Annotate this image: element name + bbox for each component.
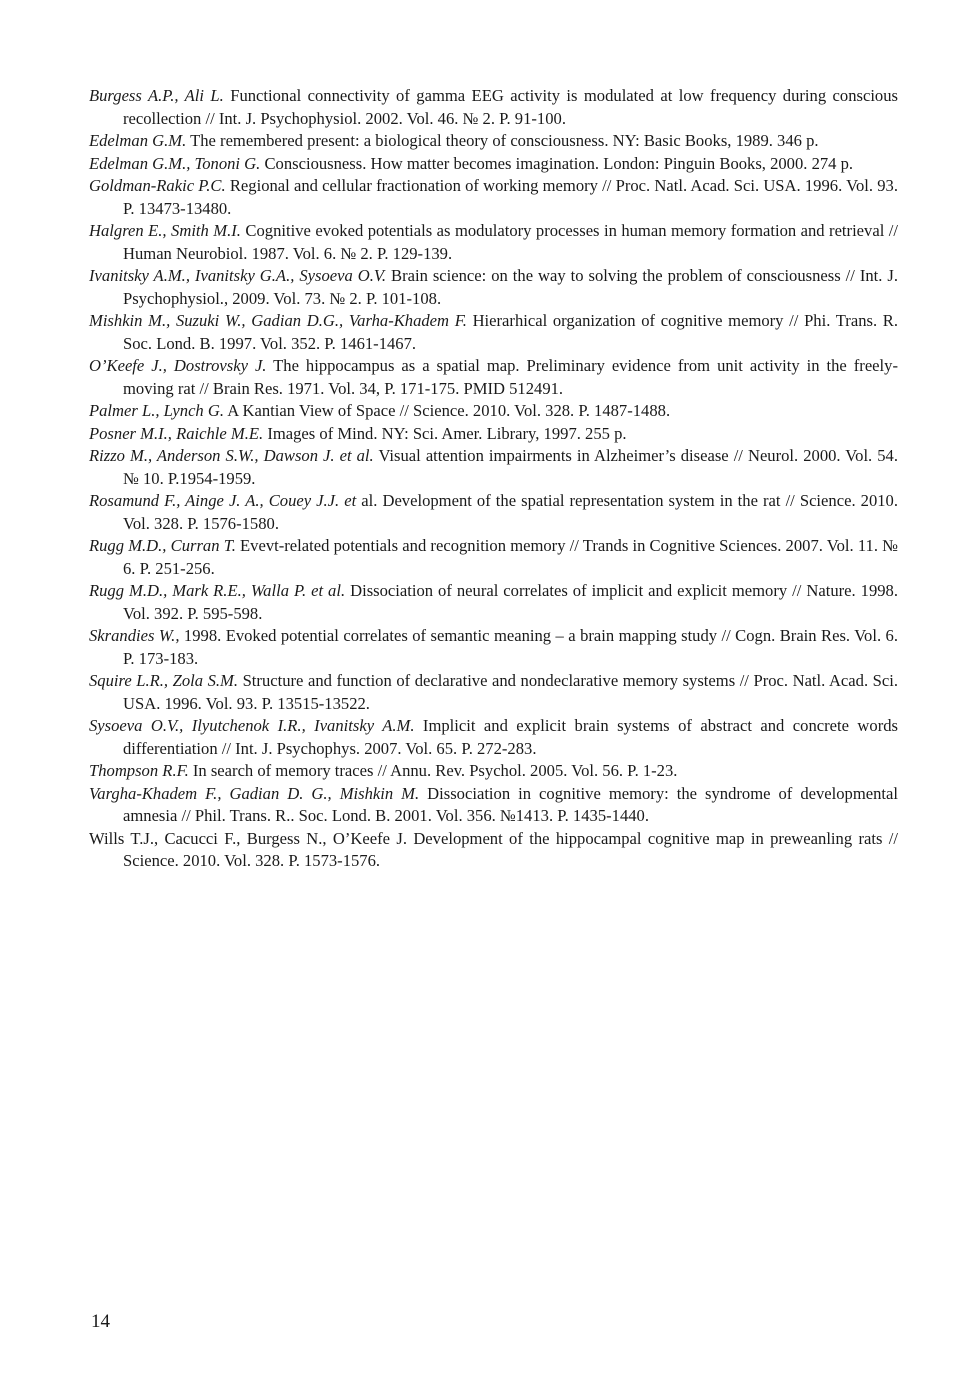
reference-item [89,580,898,625]
reference-details: The remembered present: a biological theory of consciousness. NY: Basic Books, 1989. 346 p. [186,131,819,150]
reference-authors: Rizzo M., Anderson S.W., Dawson J. et al. [89,446,374,465]
reference-authors: Thompson R.F. [89,761,189,780]
reference-details: Cognitive evoked potentials as modulatory processes in human memory formation and retrieval // Human Neurobiol. 1987. Vol. 6. № 2. P. 129-139. [123,221,898,263]
reference-details: In search of memory traces // Annu. Rev. Psychol. 2005. Vol. 56. P. 1-23. [188,761,678,780]
reference-details: Structure and function of declarative and nondeclarative memory systems // Proc. Natl. Acad. Sci. USA. 1996. Vol. 93. P. 13515-13522. [123,671,899,713]
page-number: 14 [91,1311,110,1332]
reference-item [89,760,898,783]
reference-item [89,715,898,760]
reference-details: Consciousness. How matter becomes imagination. London: Pinguin Books, 2000. 274 p. [260,153,854,173]
reference-item [89,445,898,490]
reference-authors: Squire L.R., Zola S.M. [89,671,239,690]
reference-list [89,85,898,873]
reference-details: Images of Mind. NY: Sci. Amer. Library, 1997. 255 p. [263,423,627,443]
reference-item [89,535,898,580]
reference-details: Brain science: on the way to solving the problem of consciousness // Int. J. Psychophysiol., 2009. Vol. 73. № 2. P. 101-108. [123,266,898,308]
reference-item [89,670,898,715]
reference-authors: Rugg M.D., Mark R.E., Walla P. et al. [89,581,346,600]
reference-details: Dissociation of neural correlates of implicit and explicit memory // Nature. 1998. Vol. 392. P. 595-598. [123,581,898,623]
reference-item [89,130,898,153]
reference-details: Wills T.J., Cacucci F., Burgess N., O’Keefe J. Development of the hippocampal cognitive map in preweanling rats // Science. 2010. Vol. 328. P. 1573-1576. [89,828,898,870]
reference-item [89,310,898,355]
reference-authors: Vargha-Khadem F., Gadian D. G., Mishkin M. [89,783,420,803]
reference-item [89,400,898,423]
reference-item [89,265,898,310]
reference-details: al. Development of the spatial representation system in the rat // Science. 2010. Vol. 328. P. 1576-1580. [123,491,898,533]
reference-details: Functional connectivity of gamma EEG activity is modulated at low frequency during conscious recollection // Int. J. Psychophysiol. 2002. Vol. 46. № 2. P. 91-100. [123,86,898,128]
reference-item [89,423,898,446]
reference-item [89,783,898,828]
reference-authors: Ivanitsky A.M., Ivanitsky G.A., Sysoeva O.V. [89,266,387,285]
reference-details: Dissociation in cognitive memory: the syndrome of developmental amnesia // Phil. Trans. R.. Soc. Lond. B. 2001. Vol. 356. №1413. P. 1435-1440. [123,783,899,825]
reference-item [89,490,898,535]
reference-authors: Halgren E., Smith M.I. [89,221,241,240]
reference-authors: Palmer L., Lynch G. [89,401,225,420]
reference-item [89,625,898,670]
reference-authors: Skrandies W., [89,626,180,645]
reference-item [89,175,898,220]
reference-item [89,85,898,130]
reference-details: 1998. Evoked potential correlates of semantic meaning – a brain mapping study // Cogn. Brain Res. Vol. 6. P. 173-183. [123,626,899,668]
reference-authors: Rosamund F., Ainge J. A., Couey J.J. et [89,491,357,510]
reference-item [89,153,898,176]
reference-details: Regional and cellular fractionation of working memory // Proc. Natl. Acad. Sci. USA. 1996. Vol. 93. P. 13473-13480. [123,176,898,218]
reference-item [89,828,898,873]
reference-authors: Sysoeva O.V., Ilyutchenok I.R., Ivanitsky A.M. [89,716,415,735]
reference-details: Visual attention impairments in Alzheimer’s disease // Neurol. 2000. Vol. 54. № 10. P.1954-1959. [123,446,898,488]
reference-authors: Posner M.I., Raichle M.E. [89,423,264,443]
reference-details: A Kantian View of Space // Science. 2010. Vol. 328. P. 1487-1488. [224,401,671,420]
reference-authors: Mishkin M., Suzuki W., Gadian D.G., Varha-Khadem F. [89,311,467,330]
reference-details: Implicit and explicit brain systems of abstract and concrete words differentiation // Int. J. Psychophys. 2007. Vol. 65. P. 272-283. [123,716,898,758]
reference-authors: Rugg M.D., Curran T. [89,536,236,555]
reference-details: Evevt-related potentials and recognition memory // Trands in Cognitive Sciences. 2007. Vol. 11. № 6. P. 251-256. [123,536,899,578]
reference-authors: Burgess A.P., Ali L. [89,86,224,105]
reference-item [89,220,898,265]
reference-item [89,355,898,400]
reference-details: Hierarhical organization of cognitive memory // Phi. Trans. R. Soc. Lond. B. 1997. Vol. 352. P. 1461-1467. [123,311,899,353]
reference-authors: Edelman G.M. [89,131,187,150]
reference-details: The hippocampus as a spatial map. Preliminary evidence from unit activity in the freely-moving rat // Brain Res. 1971. Vol. 34, P. 171-175. PMID 512491. [123,356,898,398]
reference-authors: O’Keefe J., Dostrovsky J. [89,356,267,375]
reference-authors: Edelman G.M., Tononi G. [89,153,261,173]
reference-authors: Goldman-Rakic P.C. [89,176,226,195]
